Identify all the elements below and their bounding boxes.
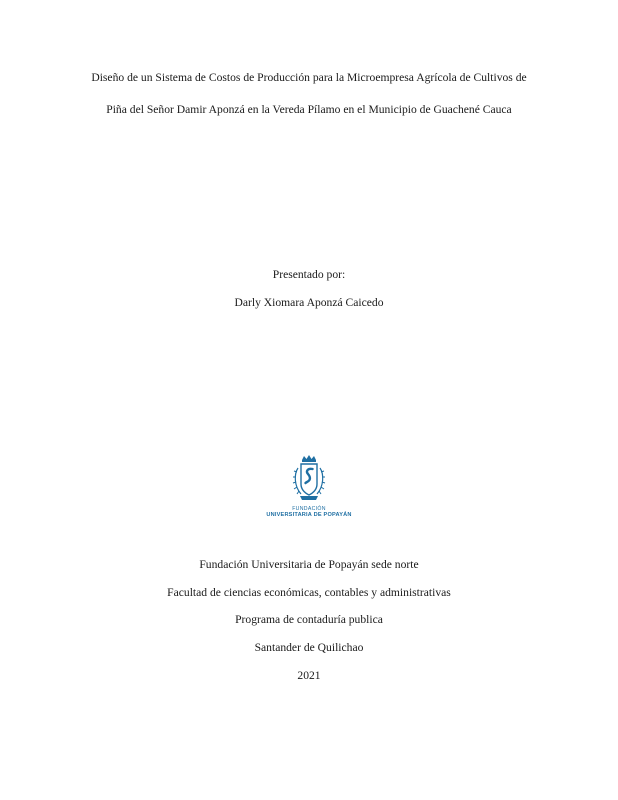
title-line-1: Diseño de un Sistema de Costos de Producción para la Microempresa Agrícola de Cultivos de	[91, 71, 527, 84]
program-name: Programa de contaduría publica	[235, 613, 383, 626]
city-name: Santander de Quilichao	[254, 641, 364, 654]
logo-text-university: UNIVERSITARIA DE POPAYÁN	[266, 512, 352, 518]
faculty-name: Facultad de ciencias económicas, contables y administrativas	[167, 586, 451, 599]
logo-text-fundacion: FUNDACIÓN	[292, 506, 326, 512]
university-crest-icon	[289, 454, 329, 504]
author-name: Darly Xiomara Aponzá Caicedo	[234, 296, 384, 309]
year: 2021	[297, 669, 321, 682]
university-logo	[0, 454, 618, 524]
presented-by-label: Presentado por:	[272, 268, 346, 281]
institution-name: Fundación Universitaria de Popayán sede norte	[199, 558, 419, 571]
title-line-2: Piña del Señor Damir Aponzá en la Vereda Pílamo en el Municipio de Guachené Cauca	[106, 103, 512, 116]
